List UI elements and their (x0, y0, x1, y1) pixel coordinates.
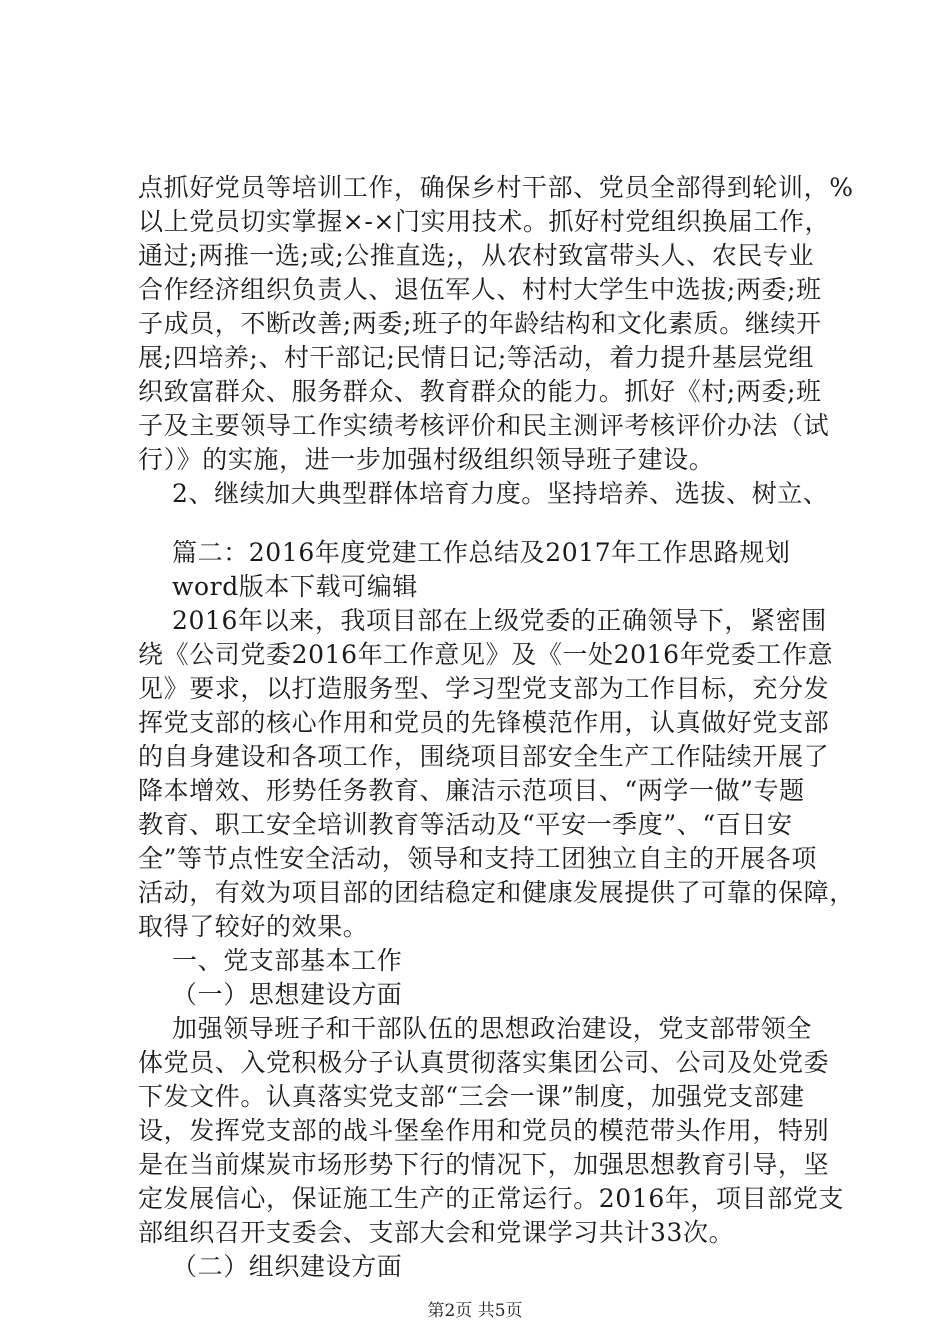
subsection-heading: （二）组织建设方面 (172, 1252, 403, 1281)
text-line: 的自身建设和各项工作，围绕项目部安全生产工作陆续开展了 (138, 742, 830, 771)
text-line: 活动，有效为项目部的团结稳定和健康发展提供了可靠的保障， (138, 878, 855, 907)
text-line: 通过;两推一选;或;公推直选;，从农村致富带头人、农民专业 (138, 241, 815, 270)
text-line: 挥党支部的核心作用和党员的先锋模范作用，认真做好党支部 (138, 708, 830, 737)
title-line: 篇二：2016年度党建工作总结及2017年工作思路规划 (172, 538, 791, 567)
text-line: 点抓好党员等培训工作，确保乡村干部、党员全部得到轮训，% (138, 173, 854, 202)
text-line: 子及主要领导工作实绩考核评价和民主测评考核评价办法（试 (138, 411, 830, 440)
text-line: 合作经济组织负责人、退伍军人、村村大学生中选拔;两委;班 (138, 275, 822, 304)
text-line: 子成员，不断改善;两委;班子的年龄结构和文化素质。继续开 (138, 309, 822, 338)
text-line: 2、继续加大典型群体培育力度。坚持培养、选拔、树立、 (172, 479, 829, 508)
text-line: 部组织召开支委会、支部大会和党课学习共计33次。 (138, 1218, 735, 1247)
text-line: 取得了较好的效果。 (138, 912, 369, 941)
title-line: word版本下载可编辑 (172, 572, 419, 601)
text-line: 加强领导班子和干部队伍的思想政治建设，党支部带领全 (172, 1014, 813, 1043)
text-line: 降本增效、形势任务教育、廉洁示范项目、“两学一做”专题 (138, 776, 805, 805)
text-line: 行）》的实施，进一步加强村级组织领导班子建设。 (138, 445, 715, 474)
text-line: 体党员、入党积极分子认真贯彻落实集团公司、公司及处党委 (138, 1048, 830, 1077)
section-heading: 一、党支部基本工作 (172, 946, 403, 975)
text-line: 展;四培养;、村干部记;民情日记;等活动，着力提升基层党组 (138, 343, 815, 372)
page-number: 第2页 共5页 (427, 1301, 523, 1321)
text-line: 教育、职工安全培训教育等活动及“平安一季度”、“百日安 (138, 810, 793, 839)
text-line: 设，发挥党支部的战斗堡垒作用和党员的模范带头作用，特别 (138, 1116, 830, 1145)
text-line: 全”等节点性安全活动，领导和支持工团独立自主的开展各项 (138, 844, 817, 873)
text-line: 织致富群众、服务群众、教育群众的能力。抓好《村;两委;班 (138, 377, 822, 406)
text-line: 2016年以来，我项目部在上级党委的正确领导下，紧密围 (172, 606, 827, 635)
text-line: 见》要求，以打造服务型、学习型党支部为工作目标，充分发 (138, 674, 830, 703)
text-line: 是在当前煤炭市场形势下行的情况下，加强思想教育引导，坚 (138, 1150, 830, 1179)
text-line: 绕《公司党委2016年工作意见》及《一处2016年党委工作意 (138, 640, 834, 669)
text-line: 定发展信心，保证施工生产的正常运行。2016年，项目部党支 (138, 1184, 845, 1213)
text-line: 下发文件。认真落实党支部“三会一课”制度，加强党支部建 (138, 1082, 805, 1111)
subsection-heading: （一）思想建设方面 (172, 980, 403, 1009)
text-line: 以上党员切实掌握×-×门实用技术。抓好村党组织换届工作， (138, 207, 831, 236)
